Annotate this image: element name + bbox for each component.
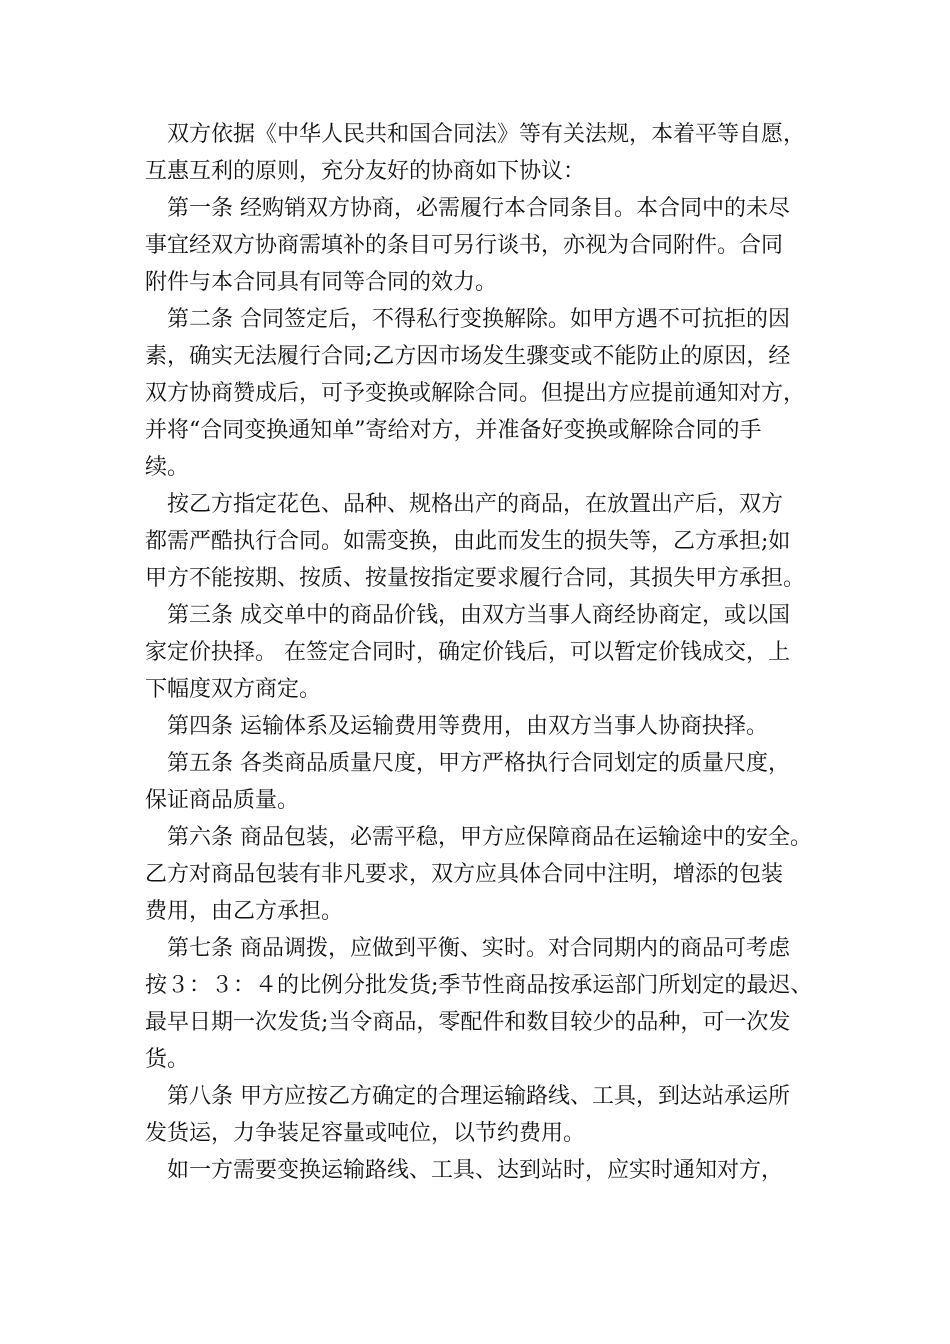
paragraph-article-3: [145, 597, 825, 708]
paragraph-article-1: [145, 190, 825, 301]
paragraph-article-5: [145, 745, 825, 819]
text-line: 甲方不能按期、按质、按量按指定要求履行合同，其损失甲方承担。: [145, 566, 806, 591]
text-line: 续。: [145, 455, 190, 480]
text-line: 最早日期一次发货;当令商品，零配件和数目较少的品种，可一次发: [145, 1010, 791, 1035]
text-line: 发货运，力争装足容量或吨位，以节约费用。: [145, 1121, 586, 1146]
text-line: 第二条 合同签定后，不得私行变换解除。如甲方遇不可抗拒的因: [167, 307, 790, 332]
text-line: 第六条 商品包装，必需平稳，甲方应保障商品在运输途中的安全。: [167, 825, 812, 850]
text-line: 如一方需要变换运输路线、工具、达到站时，应实时通知对方，: [167, 1158, 784, 1183]
paragraph-article-8: [145, 1078, 825, 1152]
text-line: 双方协商赞成后，可予变换或解除合同。但提出方应提前通知对方，: [145, 381, 806, 406]
text-line: 保证商品质量。: [145, 788, 300, 813]
text-line: 按乙方指定花色、品种、规格出产的商品，在放置出产后，双方: [167, 492, 784, 517]
text-line: 按３：３：４的比例分批发货;季节性商品按承运部门所划定的最迟、: [145, 973, 813, 998]
text-line: 事宜经双方协商需填补的条目可另行谈书，亦视为合同附件。合同: [145, 233, 784, 258]
text-line: 双方依据《中华人民共和国合同法》等有关法规，本着平等自愿，: [167, 122, 806, 147]
text-line: 互惠互利的原则，充分友好的协商如下协议：: [145, 159, 586, 184]
text-line: 下幅度双方商定。: [145, 677, 322, 702]
paragraph-preamble: [145, 116, 825, 190]
text-line: 家定价抉择。 在签定合同时，确定价钱后，可以暂定价钱成交，上: [145, 640, 790, 665]
document-body: [145, 116, 825, 1189]
text-line: 素，确实无法履行合同;乙方因市场发生骤变或不能防止的原因，经: [145, 344, 791, 369]
text-line: 费用，由乙方承担。: [145, 899, 344, 924]
paragraph-article-7: [145, 930, 825, 1078]
paragraph-article-6: [145, 819, 825, 930]
paragraph-route-change: [145, 1152, 825, 1189]
text-line: 并将“合同变换通知单”寄给对方，并准备好变换或解除合同的手: [145, 418, 762, 443]
text-line: 第五条 各类商品质量尺度，甲方严格执行合同划定的质量尺度，: [167, 751, 790, 776]
text-line: 乙方对商品包装有非凡要求，双方应具体合同中注明，增添的包装: [145, 862, 784, 887]
text-line: 第八条 甲方应按乙方确定的合理运输路线、工具，到达站承运所: [167, 1084, 790, 1109]
text-line: 第一条 经购销双方协商，必需履行本合同条目。本合同中的未尽: [167, 196, 790, 221]
text-line: 第四条 运输体系及运输费用等费用，由双方当事人协商抉择。: [167, 714, 768, 739]
paragraph-custom-order: [145, 486, 825, 597]
paragraph-article-2: [145, 301, 825, 486]
text-line: 第三条 成交单中的商品价钱，由双方当事人商经协商定，或以国: [167, 603, 790, 628]
text-line: 第七条 商品调拨，应做到平衡、实时。对合同期内的商品可考虑: [167, 936, 790, 961]
text-line: 货。: [145, 1047, 190, 1072]
text-line: 都需严酷执行合同。如需变换，由此而发生的损失等，乙方承担;如: [145, 529, 791, 554]
text-line: 附件与本合同具有同等合同的效力。: [145, 270, 498, 295]
paragraph-article-4: [145, 708, 825, 745]
